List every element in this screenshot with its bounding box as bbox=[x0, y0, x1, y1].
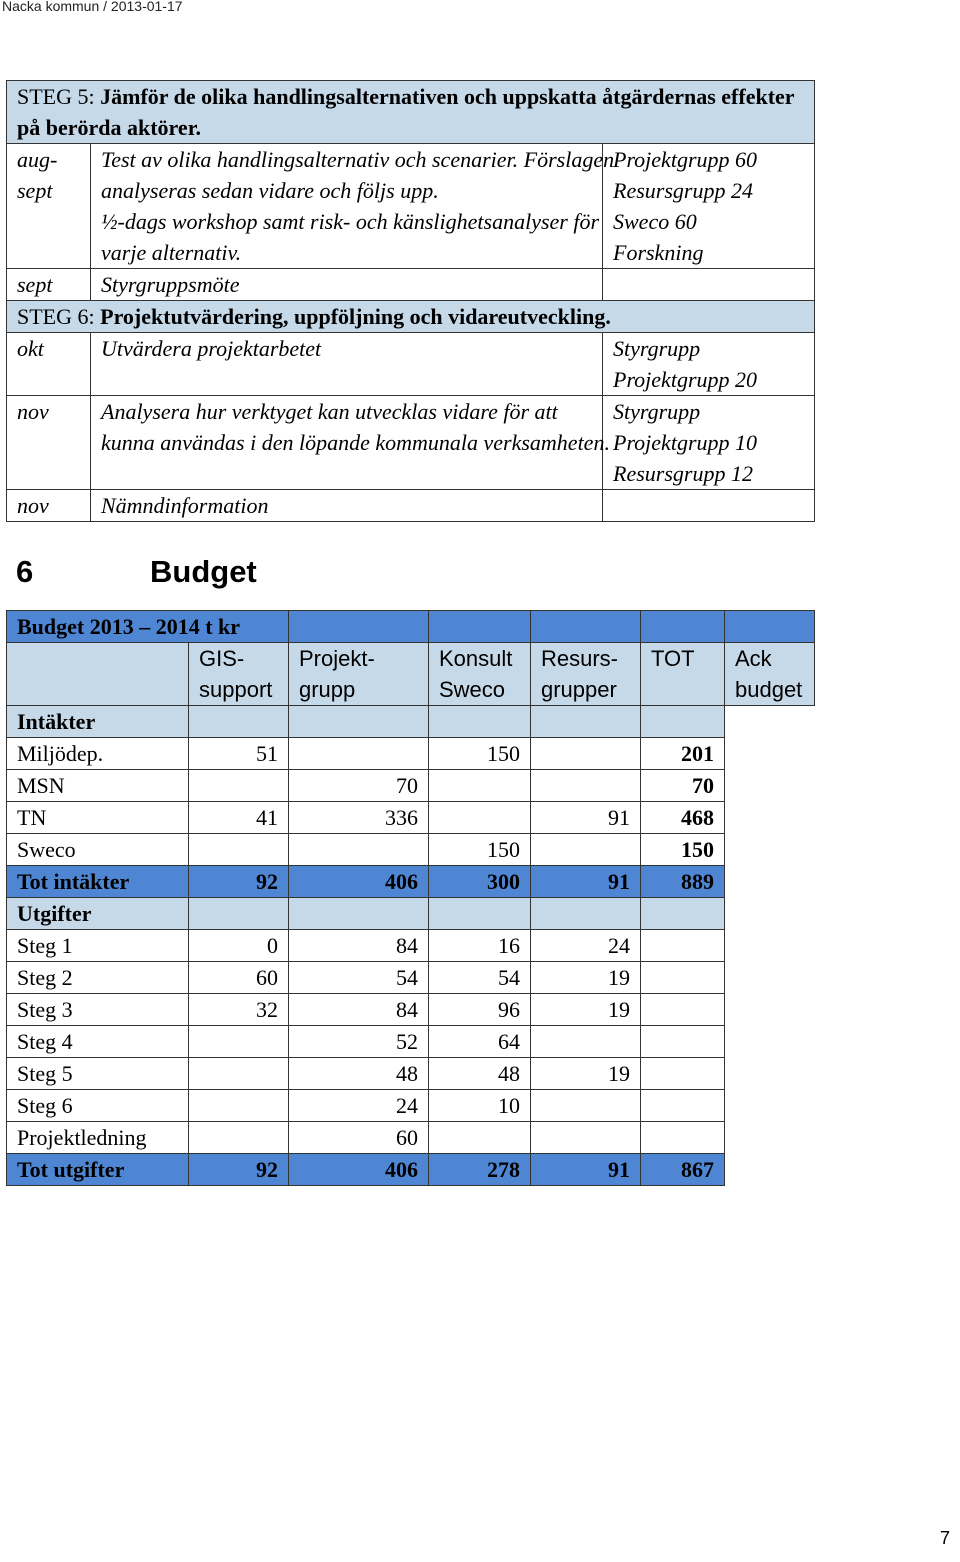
section-heading bbox=[16, 554, 257, 590]
expense-section-row bbox=[7, 898, 815, 930]
expense-total-row: Tot utgifter 92 406 278 91 867 bbox=[7, 1154, 815, 1186]
budget-column-headers bbox=[7, 643, 815, 706]
col-header-konsult: Konsult Sweco bbox=[429, 643, 531, 706]
cell-gis bbox=[189, 1090, 289, 1122]
table-row bbox=[7, 738, 815, 770]
table-row bbox=[7, 1090, 815, 1122]
plan-resources: Projektgrupp 60 Resursgrupp 24 Sweco 60 Forskning bbox=[603, 144, 815, 269]
income-label: Intäkter bbox=[7, 706, 189, 738]
cell-konsult bbox=[429, 770, 531, 802]
plan-activity: Nämndinformation bbox=[91, 490, 603, 522]
cell-gis: 60 bbox=[189, 962, 289, 994]
budget-table bbox=[6, 610, 815, 1186]
cell-label: Sweco bbox=[7, 834, 189, 866]
cell-label: Projektledning bbox=[7, 1122, 189, 1154]
page-header: Nacka kommun / 2013-01-17 bbox=[2, 0, 183, 14]
cell-resurs: 19 bbox=[531, 994, 641, 1026]
col-header-tot: TOT bbox=[641, 643, 725, 706]
cell-konsult bbox=[429, 1122, 531, 1154]
income-rows bbox=[7, 738, 815, 866]
cell-gis bbox=[189, 1122, 289, 1154]
cell-resurs: 19 bbox=[531, 1058, 641, 1090]
project-plan-table bbox=[6, 80, 815, 522]
plan-activity: Test av olika handlingsalternativ och scenarier. Förslagen analyseras sedan vidare och följs upp. ½-dags workshop samt risk- och känslighetsanalyser för varje alternativ. bbox=[91, 144, 603, 269]
cell-label: Steg 5 bbox=[7, 1058, 189, 1090]
plan-resources: Styrgrupp Projektgrupp 10 Resursgrupp 12 bbox=[603, 396, 815, 490]
cell-proj: 48 bbox=[289, 1058, 429, 1090]
plan-row bbox=[7, 144, 815, 269]
col-header-ack: Ack budget bbox=[725, 643, 815, 706]
steg5-heading bbox=[7, 81, 815, 144]
budget-title-row bbox=[7, 611, 815, 643]
cell-konsult bbox=[429, 802, 531, 834]
plan-activity: Utvärdera projektarbetet bbox=[91, 333, 603, 396]
cell-gis: 0 bbox=[189, 930, 289, 962]
col-header-gis: GIS- support bbox=[189, 643, 289, 706]
cell-konsult: 48 bbox=[429, 1058, 531, 1090]
cell-konsult: 64 bbox=[429, 1026, 531, 1058]
cell-tot bbox=[641, 994, 725, 1026]
cell-label: MSN bbox=[7, 770, 189, 802]
section-number: 6 bbox=[16, 554, 34, 589]
table-row bbox=[7, 1122, 815, 1154]
income-total-row: Tot intäkter 92 406 300 91 889 bbox=[7, 866, 815, 898]
cell-resurs bbox=[531, 770, 641, 802]
budget-title: Budget 2013 – 2014 t kr bbox=[7, 611, 289, 643]
cell-label: Steg 4 bbox=[7, 1026, 189, 1058]
cell-tot bbox=[641, 1026, 725, 1058]
plan-period: nov bbox=[7, 396, 91, 490]
cell-label: Steg 2 bbox=[7, 962, 189, 994]
cell-tot: 468 bbox=[641, 802, 725, 834]
steg6-prefix: STEG 6: bbox=[17, 304, 101, 329]
cell-label: Miljödep. bbox=[7, 738, 189, 770]
cell-proj: 54 bbox=[289, 962, 429, 994]
table-row bbox=[7, 962, 815, 994]
cell-label: TN bbox=[7, 802, 189, 834]
cell-tot bbox=[641, 1122, 725, 1154]
cell-tot: 70 bbox=[641, 770, 725, 802]
cell-proj: 24 bbox=[289, 1090, 429, 1122]
plan-resources: Styrgrupp Projektgrupp 20 bbox=[603, 333, 815, 396]
steg5-prefix: STEG 5: bbox=[17, 84, 101, 109]
table-row bbox=[7, 1026, 815, 1058]
plan-resources bbox=[603, 269, 815, 301]
table-row bbox=[7, 770, 815, 802]
expense-rows bbox=[7, 930, 815, 1154]
cell-proj: 70 bbox=[289, 770, 429, 802]
table-row bbox=[7, 802, 815, 834]
cell-resurs bbox=[531, 738, 641, 770]
cell-resurs: 19 bbox=[531, 962, 641, 994]
cell-proj: 84 bbox=[289, 994, 429, 1026]
plan-row bbox=[7, 490, 815, 522]
plan-period: aug- sept bbox=[7, 144, 91, 269]
steg6-row bbox=[7, 301, 815, 333]
cell-tot: 201 bbox=[641, 738, 725, 770]
cell-proj: 52 bbox=[289, 1026, 429, 1058]
cell-konsult: 96 bbox=[429, 994, 531, 1026]
plan-row bbox=[7, 269, 815, 301]
cell-gis bbox=[189, 834, 289, 866]
cell-label: Steg 3 bbox=[7, 994, 189, 1026]
cell-resurs bbox=[531, 1122, 641, 1154]
cell-konsult: 54 bbox=[429, 962, 531, 994]
plan-resources bbox=[603, 490, 815, 522]
cell-gis bbox=[189, 1058, 289, 1090]
cell-konsult: 150 bbox=[429, 834, 531, 866]
cell-proj: 336 bbox=[289, 802, 429, 834]
cell-label: Steg 6 bbox=[7, 1090, 189, 1122]
cell-tot bbox=[641, 1058, 725, 1090]
cell-label: Steg 1 bbox=[7, 930, 189, 962]
cell-resurs: 24 bbox=[531, 930, 641, 962]
plan-period: nov bbox=[7, 490, 91, 522]
steg6-heading bbox=[7, 301, 815, 333]
cell-proj: 84 bbox=[289, 930, 429, 962]
income-section-row bbox=[7, 706, 815, 738]
section-title: Budget bbox=[150, 554, 257, 589]
steg6-title: Projektutvärdering, uppföljning och vidareutveckling. bbox=[100, 304, 611, 329]
plan-row bbox=[7, 333, 815, 396]
plan-period: okt bbox=[7, 333, 91, 396]
cell-proj bbox=[289, 834, 429, 866]
table-row bbox=[7, 994, 815, 1026]
cell-proj bbox=[289, 738, 429, 770]
cell-gis: 32 bbox=[189, 994, 289, 1026]
expense-label: Utgifter bbox=[7, 898, 189, 930]
cell-konsult: 16 bbox=[429, 930, 531, 962]
cell-gis: 41 bbox=[189, 802, 289, 834]
cell-resurs bbox=[531, 1090, 641, 1122]
cell-tot bbox=[641, 930, 725, 962]
cell-resurs bbox=[531, 1026, 641, 1058]
cell-tot bbox=[641, 962, 725, 994]
plan-row bbox=[7, 396, 815, 490]
col-header-resurs: Resurs- grupper bbox=[531, 643, 641, 706]
cell-gis bbox=[189, 770, 289, 802]
cell-tot: 150 bbox=[641, 834, 725, 866]
cell-konsult: 10 bbox=[429, 1090, 531, 1122]
cell-resurs: 91 bbox=[531, 802, 641, 834]
cell-proj: 60 bbox=[289, 1122, 429, 1154]
cell-konsult: 150 bbox=[429, 738, 531, 770]
plan-activity: Analysera hur verktyget kan utvecklas vidare för att kunna användas i den löpande kommunala verksamheten. bbox=[91, 396, 603, 490]
plan-period: sept bbox=[7, 269, 91, 301]
steg5-row bbox=[7, 81, 815, 144]
cell-resurs bbox=[531, 834, 641, 866]
cell-gis: 51 bbox=[189, 738, 289, 770]
col-header-projekt: Projekt- grupp bbox=[289, 643, 429, 706]
steg5-title: Jämför de olika handlingsalternativen och uppskatta åtgärdernas effekter på berörda aktörer. bbox=[17, 84, 795, 140]
table-row bbox=[7, 834, 815, 866]
page-number: 7 bbox=[939, 1528, 950, 1548]
table-row bbox=[7, 930, 815, 962]
plan-activity: Styrgruppsmöte bbox=[91, 269, 603, 301]
cell-tot bbox=[641, 1090, 725, 1122]
table-row bbox=[7, 1058, 815, 1090]
cell-gis bbox=[189, 1026, 289, 1058]
